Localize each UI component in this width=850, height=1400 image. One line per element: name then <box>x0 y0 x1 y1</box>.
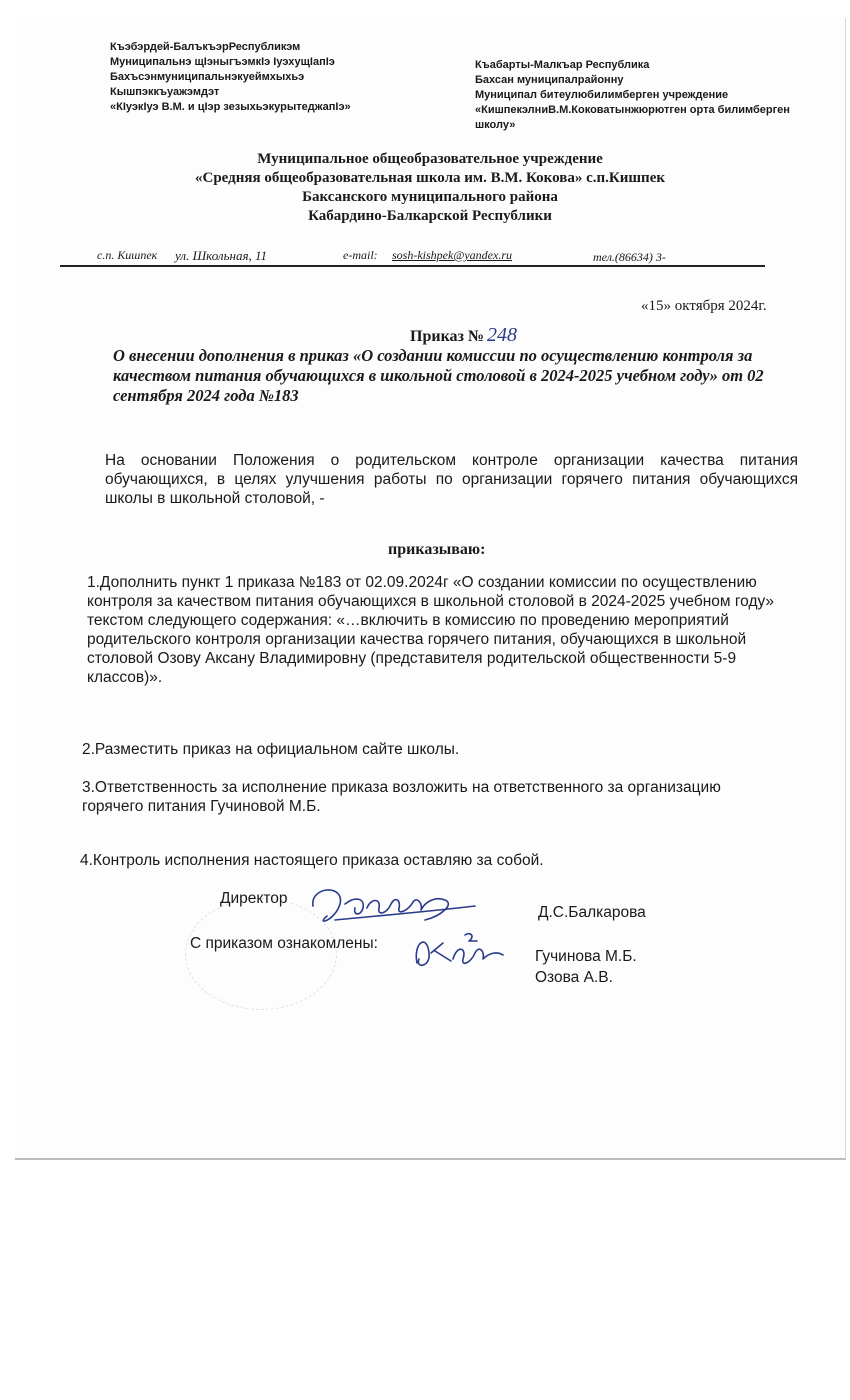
order-item-2: 2.Разместить приказ на официальном сайте школы. <box>82 741 460 758</box>
order-subject: О внесении дополнения в приказ «О создании комиссии по осуществлению контроля за качеством питания обучающихся в школьной столовой в 2024-2025 учебном году» от 02 сентября 2024 года №183 <box>113 346 764 405</box>
header-left-line: Кышпэккъуажэмдэт <box>110 86 220 98</box>
acquainted-label: С приказом ознакомлены: <box>190 935 378 952</box>
header-left-line: Къэбэрдей-БалъкъэрРеспубликэм <box>110 41 301 53</box>
header-left-line: Бахъсэнмуниципальнэкуеймхыхьэ <box>110 71 305 83</box>
acquainted-name-2: Озова А.В. <box>535 969 613 986</box>
header-right-line: «КишпекэлниВ.М.Коковатынжюрютген орта билимберген <box>475 104 790 116</box>
header-left-line: «КIуэкIуэ В.М. и цIэр зезыхьэкурытеджапIэ» <box>110 101 351 113</box>
school-line-3: Баксанского муниципального района <box>302 189 558 205</box>
acquaintance-signature <box>405 923 515 978</box>
decree-word: приказываю: <box>388 541 486 558</box>
order-item-1: 1.Дополнить пункт 1 приказа №183 от 02.09.2024г «О создании комиссии по осуществлению контроля за качеством питания обучающихся в школьной столовой в 2024-2025 учебном году» текстом следующего содержания: «…включить в комиссию по проведению мероприятий родительского контроля организации качества горячего питания, обучающихся в школьной столовой Озову Аксану Владимировну (представителя родительской общественности 5-9 классов)». <box>87 574 775 686</box>
header-right-line: Муниципал битеулюбилимберген учреждение <box>475 89 729 101</box>
header-divider <box>60 265 765 267</box>
address-village: с.п. Кишпек <box>97 248 158 262</box>
address-phone: тел.(86634) 3- <box>593 250 666 264</box>
order-preamble: На основании Положения о родительском контроле организации качества питания обучающихся, в целях улучшения работы по организации горячего питания обучающихся школы в школьной столовой, - <box>105 452 798 507</box>
header-right-line: Бахсан муниципалрайонну <box>475 74 624 86</box>
address-email-label: e-mail: <box>343 248 378 262</box>
header-right-line: Къабарты-Малкъар Республика <box>475 59 650 71</box>
school-line-1: Муниципальное общеобразовательное учреждение <box>257 151 603 167</box>
order-title-text: Приказ № <box>410 328 485 345</box>
document-page <box>15 18 846 1160</box>
director-label: Директор <box>220 890 288 907</box>
order-title <box>410 324 517 347</box>
school-line-4: Кабардино-Балкарской Республики <box>308 208 552 224</box>
order-item-3: 3.Ответственность за исполнение приказа возложить на ответственного за организацию горячего питания Гучиновой М.Б. <box>82 779 721 815</box>
header-left-block <box>110 40 351 115</box>
school-line-2: «Средняя общеобразовательная школа им. В.М. Кокова» с.п.Кишпек <box>195 170 665 186</box>
order-item-4: 4.Контроль исполнения настоящего приказа оставляю за собой. <box>80 852 544 869</box>
address-street: ул. Школьная, 11 <box>175 248 268 263</box>
header-right-line: школу» <box>475 119 516 131</box>
acquainted-name-1: Гучинова М.Б. <box>535 948 637 965</box>
address-email[interactable]: sosh-kishpek@yandex.ru <box>392 248 513 262</box>
order-date: «15» октября 2024г. <box>641 298 767 314</box>
header-left-line: Муниципальнэ щIэныгъэмкIэ IуэхущIапIэ <box>110 56 335 68</box>
director-name: Д.С.Балкарова <box>538 904 646 921</box>
order-number-handwritten: 248 <box>487 324 518 346</box>
header-right-block <box>475 58 790 133</box>
